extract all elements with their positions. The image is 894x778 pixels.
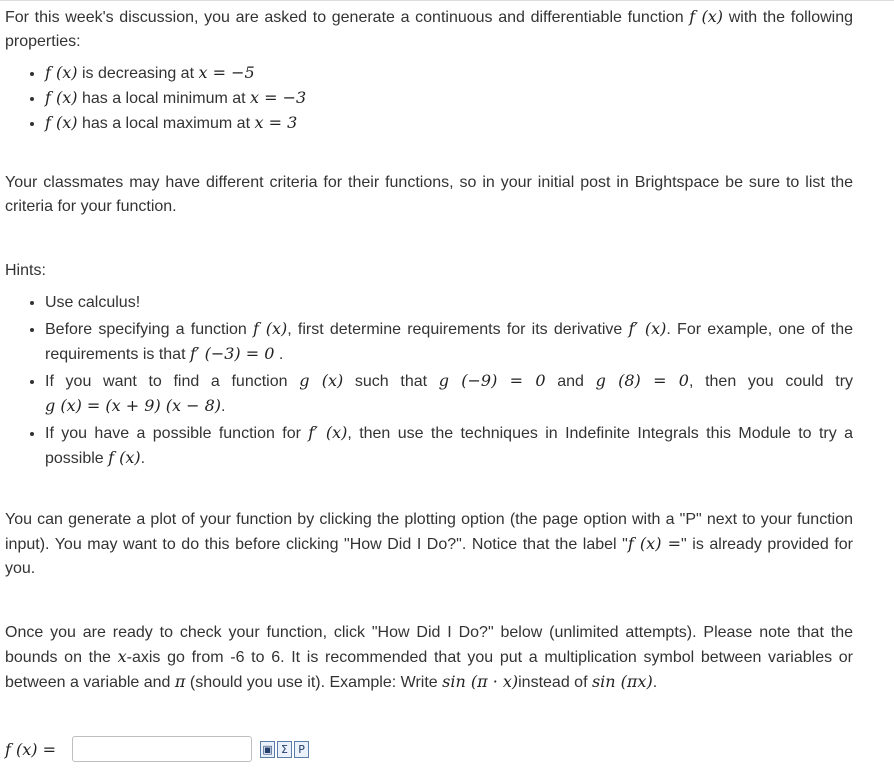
hint-item: • If you want to find a function g (x) such that g (−9) = 0 and g (8) = 0, then you could try g (x) = (x + 9) (x − 8). [45, 369, 853, 419]
check-paragraph: Once you are ready to check your function, click "How Did I Do?" below (unlimited attempts). Please note that the bounds on the x-axis go from -6 to 6. It is recommended that you put a multiplication symbol between variables or between a variable and π (should you use it). Example: Write sin (π · x)instead of sin (πx). [5, 624, 853, 691]
hints-label: Hints: [5, 262, 46, 279]
list-item: • f (x) has a local minimum at x = −3 [45, 86, 853, 111]
properties-list [5, 61, 853, 136]
plot-icon[interactable]: P [294, 741, 309, 758]
plot-paragraph: You can generate a plot of your function by clicking the plotting option (the page option with a "P" next to your function input). You may want to do this before clicking "How Did I Do?". Notice that the label "f (x) =" is already provided for you. [5, 511, 853, 577]
classmates-paragraph: Your classmates may have different criteria for their functions, so in your initial post in Brightspace be sure to list the criteria for your function. [5, 174, 853, 215]
answer-label: f (x) = [5, 739, 57, 759]
list-item: • f (x) has a local maximum at x = 3 [45, 111, 853, 136]
hint-item: • If you have a possible function for f′ (x), then use the techniques in Indefinite Integrals this Module to try a possible f (x). [45, 421, 853, 471]
answer-input[interactable] [72, 736, 252, 762]
list-item: • f (x) is decreasing at x = −5 [45, 61, 853, 86]
top-divider [0, 0, 894, 1]
intro-paragraph: For this week's discussion, you are asked to generate a continuous and differentiable function f (x) with the following properties: [5, 7, 854, 50]
hint-item: • Before specifying a function f (x), first determine requirements for its derivative f′ (x). For example, one of the requirements is that f′ (−3) = 0 . [45, 317, 853, 367]
answer-row [5, 734, 309, 764]
hint-item: • Use calculus! [45, 291, 853, 315]
preview-icon[interactable]: ▣ [260, 741, 275, 758]
math-fx: f (x) [689, 7, 724, 26]
equation-editor-icon[interactable]: Σ [277, 741, 292, 758]
answer-tools [260, 741, 309, 758]
hints-list [5, 291, 853, 473]
